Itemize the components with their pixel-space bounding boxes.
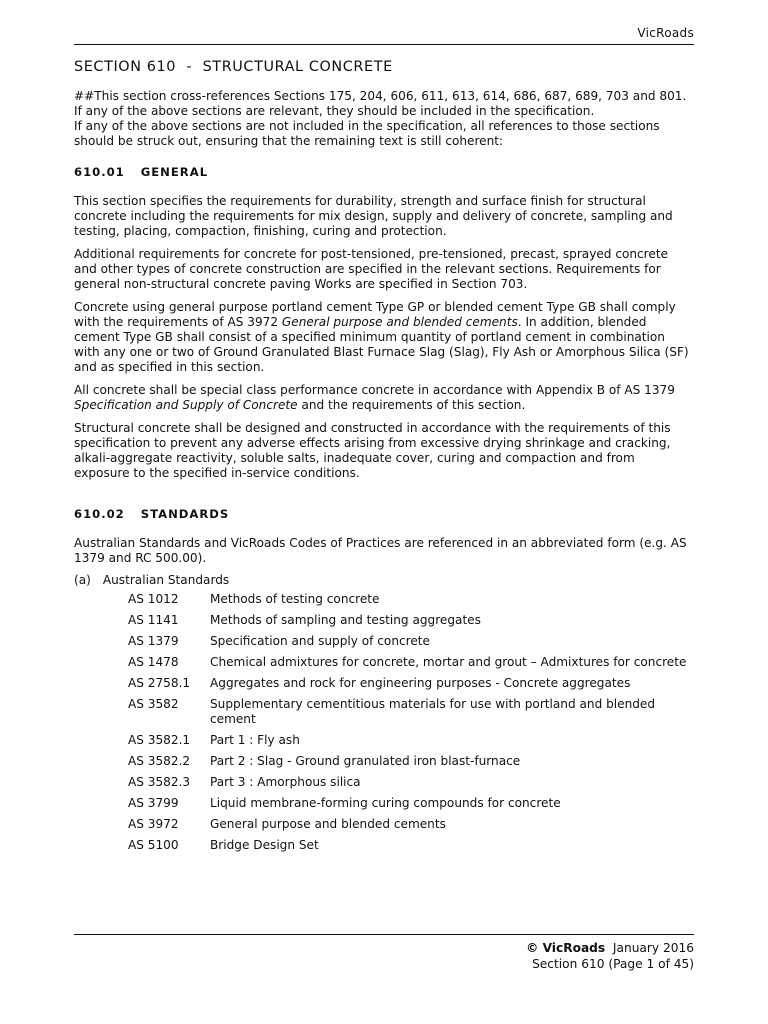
crossref-line-1: ##This section cross-references Sections 175, 204, 606, 611, 613, 614, 686, 687, 689, 703 and 801. bbox=[74, 89, 687, 103]
general-p3-a: Concrete using general purpose portland cement Type GP or blended cement Type GB shall comply with the requirements of AS 3972 bbox=[74, 300, 676, 329]
standard-code: AS 2758.1 bbox=[128, 676, 191, 690]
standard-row bbox=[128, 733, 694, 754]
general-number: 610.01 bbox=[74, 165, 125, 179]
standard-row bbox=[128, 655, 694, 676]
footer-copyright: © VicRoads bbox=[526, 941, 606, 955]
general-heading bbox=[74, 165, 694, 180]
general-p4-italic: Specification and Supply of Concrete bbox=[74, 398, 298, 412]
general-p3-b: . In addition, blended cement Type GB shall consist of a specified minimum quantity of portland cement in combination with any one or two of Ground Granulated Blast Furnace Slag (Slag), Fly Ash or Amorphous Silica (SF) and as specified in this section. bbox=[74, 315, 689, 374]
standard-code: AS 1012 bbox=[128, 592, 179, 606]
standards-subheading bbox=[74, 573, 694, 588]
standard-code: AS 3972 bbox=[128, 817, 179, 831]
standards-number: 610.02 bbox=[74, 507, 125, 521]
footer bbox=[526, 940, 694, 972]
general-paragraph-4 bbox=[74, 383, 694, 413]
standard-description: Chemical admixtures for concrete, mortar and grout – Admixtures for concrete bbox=[210, 655, 687, 669]
section-dash: - bbox=[186, 59, 193, 75]
standard-code: AS 3582.1 bbox=[128, 733, 191, 747]
cross-reference-note bbox=[74, 89, 694, 149]
standard-code: AS 1478 bbox=[128, 655, 179, 669]
general-paragraph-2: Additional requirements for concrete for post-tensioned, pre-tensioned, precast, sprayed concrete and other types of concrete construction are specified in the relevant sections. Requirements for general non-structural concrete paving Works are specified in Section 703. bbox=[74, 247, 669, 291]
standards-table bbox=[128, 592, 694, 859]
general-p4-b: and the requirements of this section. bbox=[297, 398, 526, 412]
standard-description: Bridge Design Set bbox=[210, 838, 319, 852]
standard-description: Part 1 : Fly ash bbox=[210, 733, 300, 747]
general-p3-italic: General purpose and blended cements bbox=[281, 315, 518, 329]
crossref-line-3: If any of the above sections are not included in the specification, all references to those sections should be struck out, ensuring that the remaining text is still coherent: bbox=[74, 119, 660, 148]
standard-row bbox=[128, 592, 694, 613]
standard-row bbox=[128, 613, 694, 634]
standard-description: Methods of sampling and testing aggregates bbox=[210, 613, 481, 627]
general-paragraph-5: Structural concrete shall be designed and constructed in accordance with the requirements of this specification to prevent any adverse effects arising from excessive drying shrinkage and cracking, alkali-aggregate reactivity, soluble salts, inadequate cover, curing and compaction and from exposure to the specified in-service conditions. bbox=[74, 421, 671, 480]
standard-description: Specification and supply of concrete bbox=[210, 634, 430, 648]
general-paragraph-3 bbox=[74, 300, 694, 375]
standard-row bbox=[128, 775, 694, 796]
standard-row bbox=[128, 796, 694, 817]
general-paragraph-1: This section specifies the requirements for durability, strength and surface finish for structural concrete including the requirements for mix design, supply and delivery of concrete, sampling and testing, placing, compaction, finishing, curing and protection. bbox=[74, 194, 673, 238]
standard-row bbox=[128, 634, 694, 655]
standards-intro: Australian Standards and VicRoads Codes of Practices are referenced in an abbreviated form (e.g. AS 1379 and RC 500.00). bbox=[74, 536, 687, 565]
standards-heading bbox=[74, 507, 694, 522]
standard-row bbox=[128, 697, 694, 733]
general-title: GENERAL bbox=[140, 165, 209, 179]
standards-sub-label: (a) bbox=[74, 573, 91, 587]
standard-code: AS 3799 bbox=[128, 796, 179, 810]
standard-code: AS 3582.3 bbox=[128, 775, 191, 789]
standard-description: Part 2 : Slag - Ground granulated iron blast-furnace bbox=[210, 754, 521, 768]
standard-description: General purpose and blended cements bbox=[210, 817, 446, 831]
standard-description: Part 3 : Amorphous silica bbox=[210, 775, 361, 789]
section-title bbox=[74, 58, 694, 76]
general-p4-a: All concrete shall be special class performance concrete in accordance with Appendix B of AS 1379 bbox=[74, 383, 675, 397]
standard-description: Supplementary cementitious materials for use with portland and blended cement bbox=[210, 697, 656, 726]
standard-row bbox=[128, 817, 694, 838]
footer-rule bbox=[74, 934, 694, 935]
section-number: SECTION 610 bbox=[74, 59, 177, 75]
header-rule bbox=[74, 44, 694, 45]
standard-code: AS 5100 bbox=[128, 838, 179, 852]
footer-page: Section 610 (Page 1 of 45) bbox=[532, 957, 694, 971]
standard-row bbox=[128, 754, 694, 775]
standards-title: STANDARDS bbox=[140, 507, 230, 521]
footer-date: January 2016 bbox=[612, 941, 694, 955]
standard-row bbox=[128, 676, 694, 697]
section-name: STRUCTURAL CONCRETE bbox=[202, 59, 393, 75]
header-org: VicRoads bbox=[637, 26, 694, 40]
standard-code: AS 3582.2 bbox=[128, 754, 191, 768]
standards-sub-title: Australian Standards bbox=[102, 573, 230, 587]
footer-line-1 bbox=[526, 940, 694, 956]
standard-description: Methods of testing concrete bbox=[210, 592, 380, 606]
standard-description: Liquid membrane-forming curing compounds for concrete bbox=[210, 796, 561, 810]
standard-description: Aggregates and rock for engineering purposes - Concrete aggregates bbox=[210, 676, 631, 690]
standard-row bbox=[128, 838, 694, 859]
crossref-line-2: If any of the above sections are relevant, they should be included in the specification. bbox=[74, 104, 595, 118]
standard-code: AS 1141 bbox=[128, 613, 179, 627]
standard-code: AS 1379 bbox=[128, 634, 179, 648]
standard-code: AS 3582 bbox=[128, 697, 179, 711]
page-content bbox=[74, 58, 694, 859]
